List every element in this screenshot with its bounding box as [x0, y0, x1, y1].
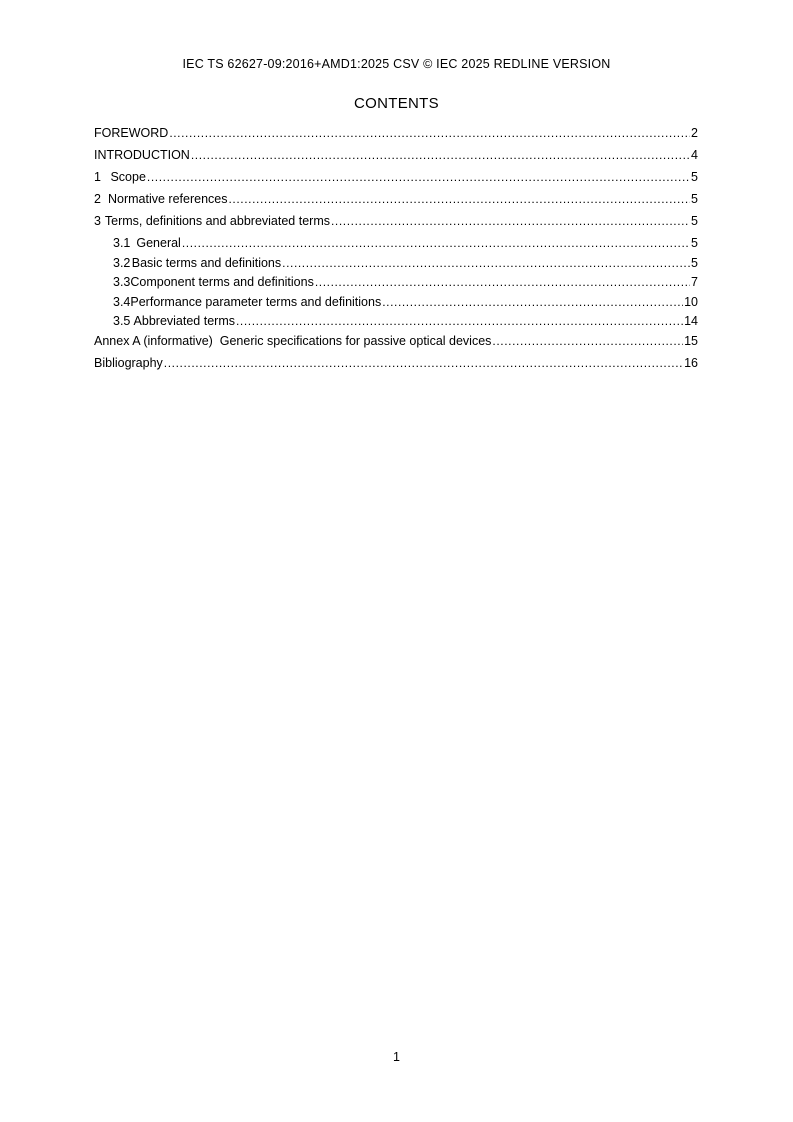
toc-dot-leader [236, 314, 683, 328]
toc-label: FOREWORD [94, 126, 169, 140]
toc-entry-introduction[interactable] [94, 148, 698, 170]
toc-dot-leader [315, 275, 690, 289]
toc-label: INTRODUCTION [94, 148, 190, 162]
toc-page-number: 5 [691, 236, 698, 250]
page-title: CONTENTS [354, 95, 439, 112]
toc-entry-basic-terms[interactable] [94, 256, 698, 276]
toc-entry-abbreviated-terms[interactable] [94, 314, 698, 334]
toc-page-number: 5 [691, 170, 698, 184]
toc-label: General [136, 236, 181, 250]
toc-dot-leader [331, 214, 690, 228]
toc-page-number: 10 [684, 294, 698, 309]
toc-page-number: 14 [684, 314, 698, 328]
page-number: 1 [393, 1050, 400, 1064]
toc-label: Annex A (informative) Generic specifications for passive optical devices [94, 333, 492, 348]
toc-dot-leader [182, 236, 690, 250]
toc-dot-leader [191, 148, 690, 162]
toc-section-number: 2 [94, 192, 101, 206]
toc-page-number: 2 [691, 126, 698, 140]
toc-label: Abbreviated terms [133, 314, 235, 328]
toc-entry-bibliography[interactable] [94, 356, 698, 378]
toc-dot-leader [169, 126, 690, 140]
toc-label: Scope [110, 170, 146, 184]
toc-entry-terms-definitions[interactable] [94, 214, 698, 236]
toc-label: Terms, definitions and abbreviated terms [104, 214, 330, 228]
table-of-contents [94, 126, 698, 378]
toc-label: Bibliography [94, 355, 163, 370]
toc-section-number: 1 [94, 170, 101, 184]
toc-page-number: 7 [691, 275, 698, 289]
toc-dot-leader [228, 192, 690, 206]
toc-section-number: 3.1 [113, 236, 131, 250]
toc-label: Normative references [107, 192, 228, 206]
toc-page-number: 15 [684, 333, 698, 348]
toc-entry-scope[interactable] [94, 170, 698, 192]
toc-page-number: 5 [691, 214, 698, 228]
toc-page-number: 16 [684, 355, 698, 370]
toc-section-number: 3.5 [113, 314, 131, 328]
toc-page-number: 5 [691, 255, 698, 270]
toc-page-number: 4 [691, 148, 698, 162]
toc-entry-performance-parameter-terms[interactable] [94, 295, 698, 315]
toc-entry-component-terms[interactable] [94, 275, 698, 295]
toc-section-number: 3 [94, 214, 101, 228]
toc-label: Performance parameter terms and definitions [130, 294, 382, 309]
toc-dot-leader [282, 256, 690, 270]
document-header: IEC TS 62627-09:2016+AMD1:2025 CSV © IEC 2025 REDLINE VERSION [182, 57, 611, 71]
toc-dot-leader [382, 295, 683, 309]
toc-label: Component terms and definitions [130, 275, 314, 289]
toc-label: Basic terms and definitions [131, 255, 282, 270]
toc-page-number: 5 [691, 192, 698, 206]
toc-dot-leader [164, 356, 683, 370]
toc-entry-normative-references[interactable] [94, 192, 698, 214]
toc-section-number: 3.4 [113, 294, 131, 309]
toc-entry-annex-a[interactable] [94, 334, 698, 356]
toc-entry-general[interactable] [94, 236, 698, 256]
toc-entry-foreword[interactable] [94, 126, 698, 148]
toc-section-number: 3.3 [113, 275, 131, 289]
toc-dot-leader [147, 170, 690, 184]
toc-dot-leader [492, 334, 683, 348]
toc-section-number: 3.2 [113, 255, 131, 270]
